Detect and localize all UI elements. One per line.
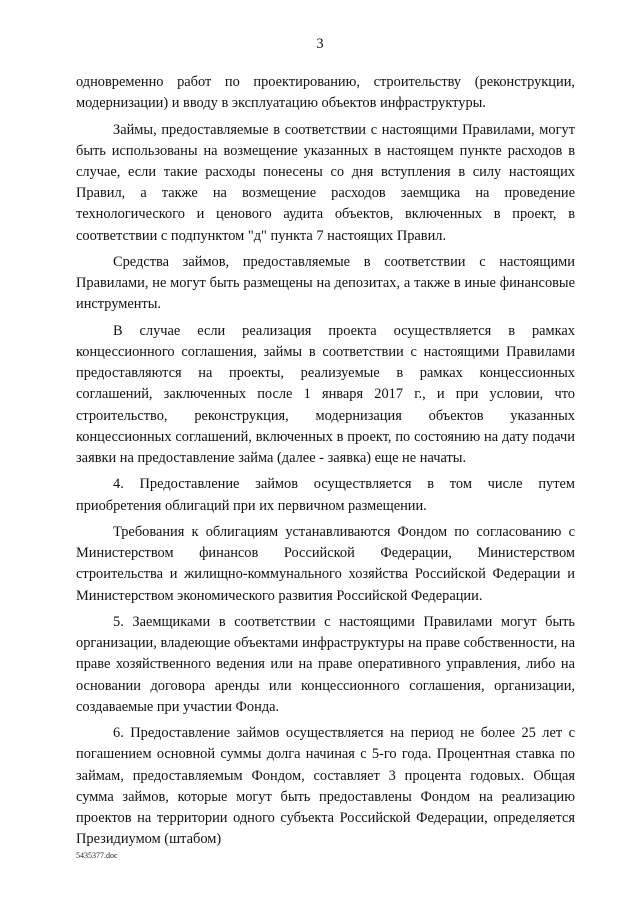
paragraph: Требования к облигациям устанавливаются Фондом по согласованию с Министерством финансов Российской Федерации, Министерством строительства и жилищно-коммунального хозяйства Российской Федерации и Министерством экономического развития Российской Федерации.	[76, 524, 575, 604]
paragraph: В случае если реализация проекта осуществляется в рамках концессионного соглашения, займы в соответствии с настоящими Правилами предоставляются на проекты, реализуемые в рамках концессионных соглашений, заключенных после 1 января 2017 г., и при условии, что строительство, реконструкция, модернизация объектов указанных концессионных соглашений, включенных в проект, по состоянию на дату подачи заявки на предоставление займа (далее - заявка) еще не начаты.	[76, 322, 575, 467]
paragraph: 5. Заемщиками в соответствии с настоящими Правилами могут быть организации, владеющие объектами инфраструктуры на праве собственности, на праве хозяйственного ведения или на праве оперативного управления, либо на основании договора аренды или концессионного соглашения, организации, создаваемые при участии Фонда.	[76, 614, 575, 715]
paragraph: 6. Предоставление займов осуществляется на период не более 25 лет с погашением основной суммы долга начиная с 5-го года. Процентная ставка по займам, предоставляемым Фондом, составляет 3 процента годовых. Общая сумма займов, которые могут быть предоставлены Фондом на реализацию проектов на территории одного субъекта Российской Федерации, определяется Президиумом (штабом)	[76, 725, 575, 848]
paragraph: 4. Предоставление займов осуществляется в том числе путем приобретения облигаций при их первичном размещении.	[76, 476, 575, 514]
body-text	[76, 72, 575, 856]
paragraph: Займы, предоставляемые в соответствии с настоящими Правилами, могут быть использованы на возмещение указанных в настоящем пункте расходов в случае, если такие расходы понесены со дня вступления в силу настоящих Правил, а также на возмещение расходов заемщика на проведение технологического и ценового аудита объектов, включенных в проект, в соответствии с подпунктом "д" пункта 7 настоящих Правил.	[76, 121, 575, 244]
page-number: 3	[316, 36, 324, 52]
paragraph: одновременно работ по проектированию, строительству (реконструкции, модернизации) и вводу в эксплуатацию объектов инфраструктуры.	[76, 74, 575, 112]
paragraph: Средства займов, предоставляемые в соответствии с настоящими Правилами, не могут быть размещены на депозитах, а также в иные финансовые инструменты.	[76, 254, 575, 313]
footer-filename: 5435377.doc	[76, 851, 118, 860]
